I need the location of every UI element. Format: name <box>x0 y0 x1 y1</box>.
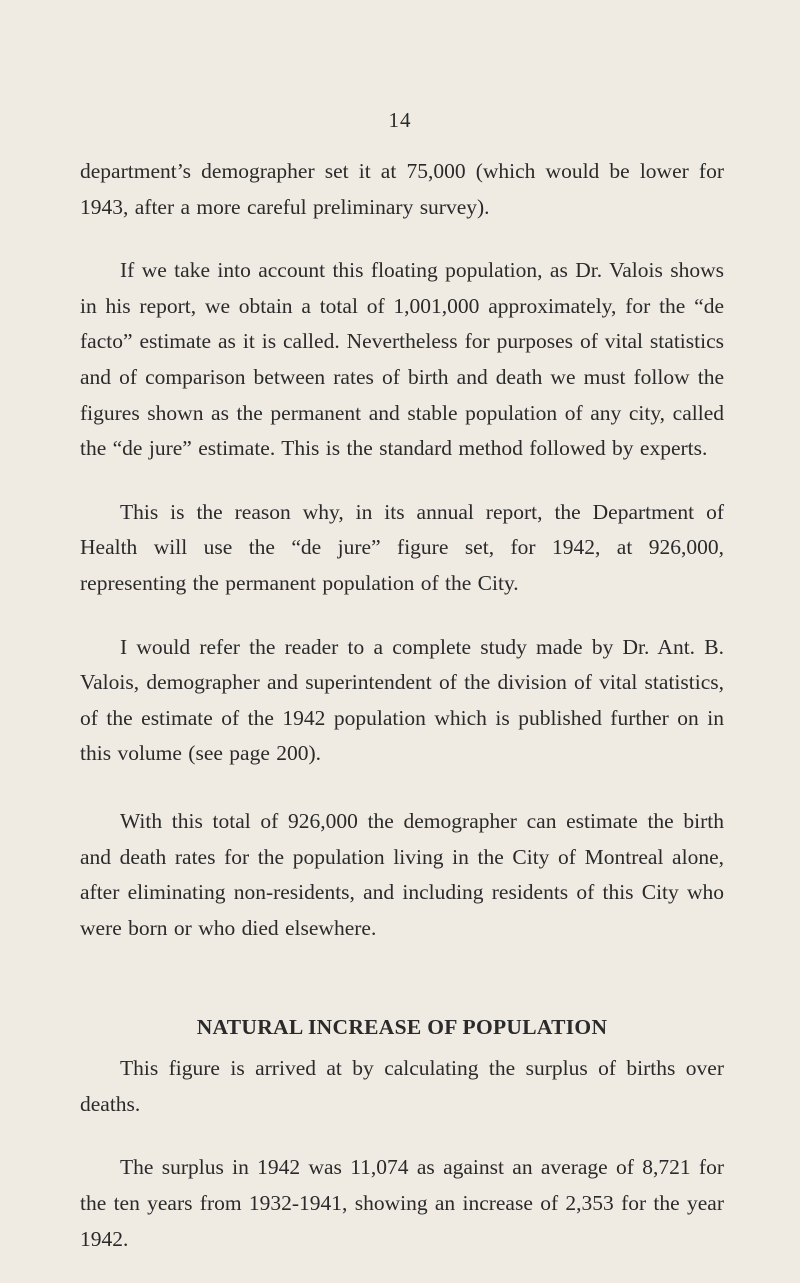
body-text <box>80 154 724 1257</box>
paragraph-surplus-1942: The surplus in 1942 was 11,074 as against an average of 8,721 for the ten years from 1932-1941, showing an increase of 2,353 for the year 1942. <box>80 1155 724 1251</box>
paragraph-de-jure-figure: This is the reason why, in its annual report, the Department of Health will use the “de jure” figure set, for 1942, at 926,000, representing the permanent population of the City. <box>80 499 724 595</box>
paragraph-floating-population: If we take into account this floating population, as Dr. Valois shows in his report, we obtain a total of 1,001,000 approximately, for the “de facto” estimate as it is called. Nevertheless for purposes of vital statistics and of comparison between rates of birth and death we must follow the figures shown as the permanent and stable population of any city, called the “de jure” estimate. This is the standard method followed by experts. <box>80 258 724 461</box>
paragraph-surplus-definition: This figure is arrived at by calculating the surplus of births over deaths. <box>80 1056 724 1116</box>
page-number: 14 <box>388 108 412 132</box>
section-heading: NATURAL INCREASE OF POPULATION <box>196 1015 608 1040</box>
paragraph-birth-death-rates: With this total of 926,000 the demographer can estimate the birth and death rates for the population living in the City of Montreal alone, after eliminating non-residents, and including residents of this City who were born or who died elsewhere. <box>80 808 724 940</box>
paragraph-continuation: department’s demographer set it at 75,000 (which would be lower for 1943, after a more careful preliminary survey). <box>80 159 724 219</box>
paragraph-valois-study: I would refer the reader to a complete study made by Dr. Ant. B. Valois, demographer and superintendent of the division of vital statistics, of the estimate of the 1942 population which is published further on in this volume (see page 200). <box>80 634 724 766</box>
